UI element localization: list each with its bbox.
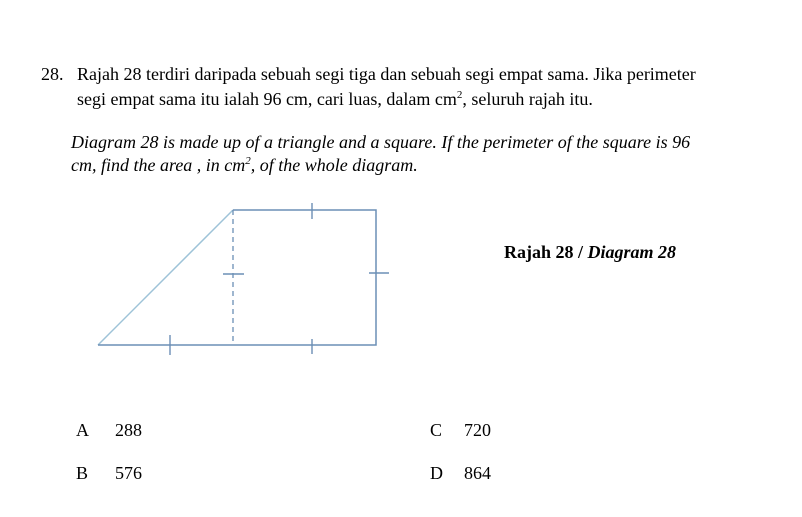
triangle-hypotenuse	[98, 210, 233, 345]
diagram-caption-malay: Rajah 28 /	[504, 242, 588, 262]
option-b-value: 576	[115, 463, 142, 483]
option-a-letter: A	[76, 420, 89, 440]
option-c-value: 720	[464, 420, 491, 440]
question-malay-text-b: , seluruh rajah itu.	[462, 89, 593, 109]
option-b-letter: B	[76, 463, 89, 483]
question-english-line-1: Diagram 28 is made up of a triangle and a square. If the perimeter of the square is 96	[71, 132, 691, 152]
diagram-caption	[504, 242, 676, 263]
option-a-value: 288	[115, 420, 142, 440]
option-c-letter: C	[430, 420, 443, 440]
diagram-caption-english: Diagram 28	[587, 242, 677, 262]
question-number: 28.	[41, 64, 64, 84]
question-malay-superscript: 2	[456, 89, 463, 101]
option-d-letter: D	[430, 463, 443, 483]
question-english-text-b: , of the whole diagram.	[250, 155, 418, 175]
question-english-text-a: cm, find the area , in cm	[71, 155, 246, 175]
question-malay-line-1: Rajah 28 terdiri daripada sebuah segi tiga dan sebuah segi empat sama. Jika perimeter	[77, 64, 696, 84]
square-outline	[98, 210, 376, 345]
question-malay-text-a: segi empat sama itu ialah 96 cm, cari luas, dalam cm	[77, 89, 457, 109]
question-english-superscript: 2	[245, 155, 251, 167]
option-d-value: 864	[464, 463, 491, 483]
